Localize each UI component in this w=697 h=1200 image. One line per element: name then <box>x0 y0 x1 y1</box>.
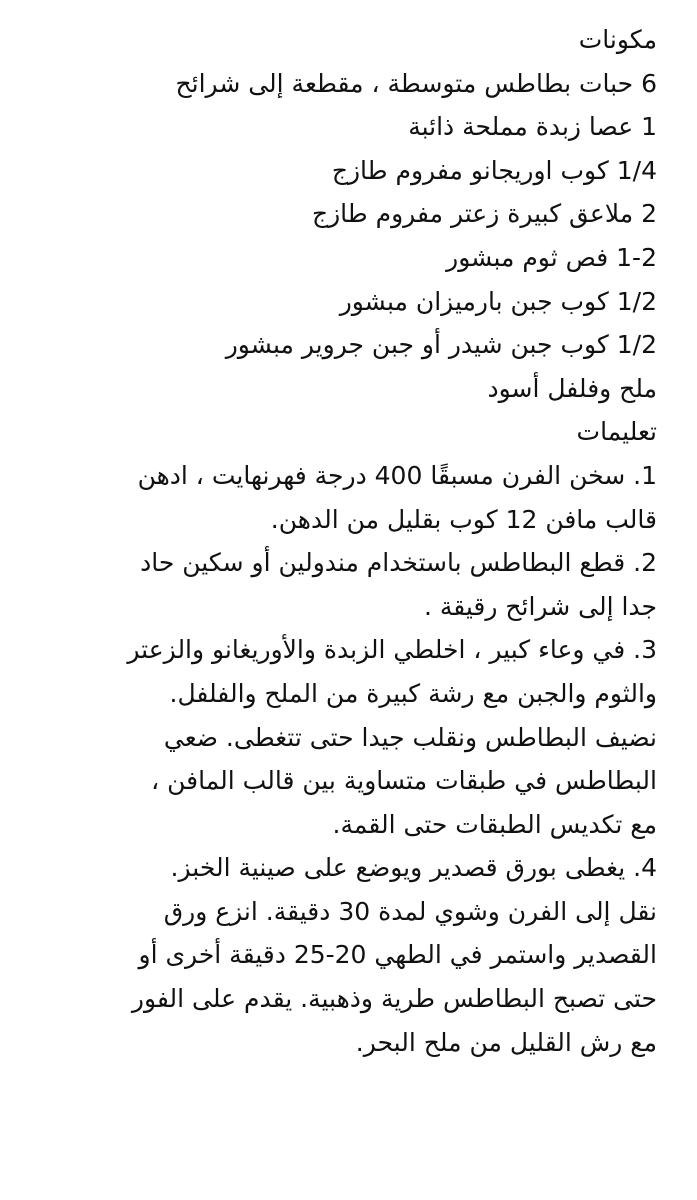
instruction-line: نقل إلى الفرن وشوي لمدة 30 دقيقة. انزع ورق <box>163 896 657 926</box>
ingredient-item: 1/2 كوب جبن شيدر أو جبن جروير مبشور <box>225 330 657 360</box>
instruction-line: مع رش القليل من ملح البحر. <box>355 1027 657 1057</box>
instruction-line: القصدير واستمر في الطهي 20-25 دقيقة أخرى أو <box>138 940 657 970</box>
ingredient-item: 1-2 فص ثوم مبشور <box>446 242 657 272</box>
instruction-line: جدا إلى شرائح رقيقة . <box>423 591 657 621</box>
instruction-line: البطاطس في طبقات متساوية بين قالب المافن ، <box>151 766 657 796</box>
instruction-line: 2. قطع البطاطس باستخدام مندولين أو سكين حاد <box>140 548 657 578</box>
instruction-line: والثوم والجبن مع رشة كبيرة من الملح والفلفل. <box>169 678 657 708</box>
ingredient-item: ملح وفلفل أسود <box>487 373 657 403</box>
ingredient-item: 1/4 كوب اوريجانو مفروم طازج <box>331 155 657 185</box>
instruction-line: نضيف البطاطس ونقلب جيدا حتى تتغطى. ضعي <box>163 722 657 752</box>
instruction-line: قالب مافن 12 كوب بقليل من الدهن. <box>270 504 657 534</box>
instruction-line: مع تكديس الطبقات حتى القمة. <box>332 809 657 839</box>
ingredient-item: 2 ملاعق كبيرة زعتر مفروم طازج <box>311 199 657 229</box>
ingredient-item: 1 عصا زبدة مملحة ذائبة <box>408 112 657 142</box>
instruction-line: 4. يغطى بورق قصدير ويوضع على صينية الخبز. <box>170 853 657 883</box>
ingredients-heading: مكونات <box>578 25 657 54</box>
instructions-heading: تعليمات <box>576 417 657 447</box>
instruction-line: 3. في وعاء كبير ، اخلطي الزبدة والأوريغانو والزعتر <box>127 635 657 665</box>
instruction-line: 1. سخن الفرن مسبقًا 400 درجة فهرنهايت ، ادهن <box>137 460 657 490</box>
instruction-line: حتى تصبح البطاطس طرية وذهبية. يقدم على الفور <box>131 984 657 1014</box>
ingredient-item: 6 حبات بطاطس متوسطة ، مقطعة إلى شرائح <box>175 68 657 98</box>
ingredient-item: 1/2 كوب جبن بارميزان مبشور <box>339 286 657 316</box>
